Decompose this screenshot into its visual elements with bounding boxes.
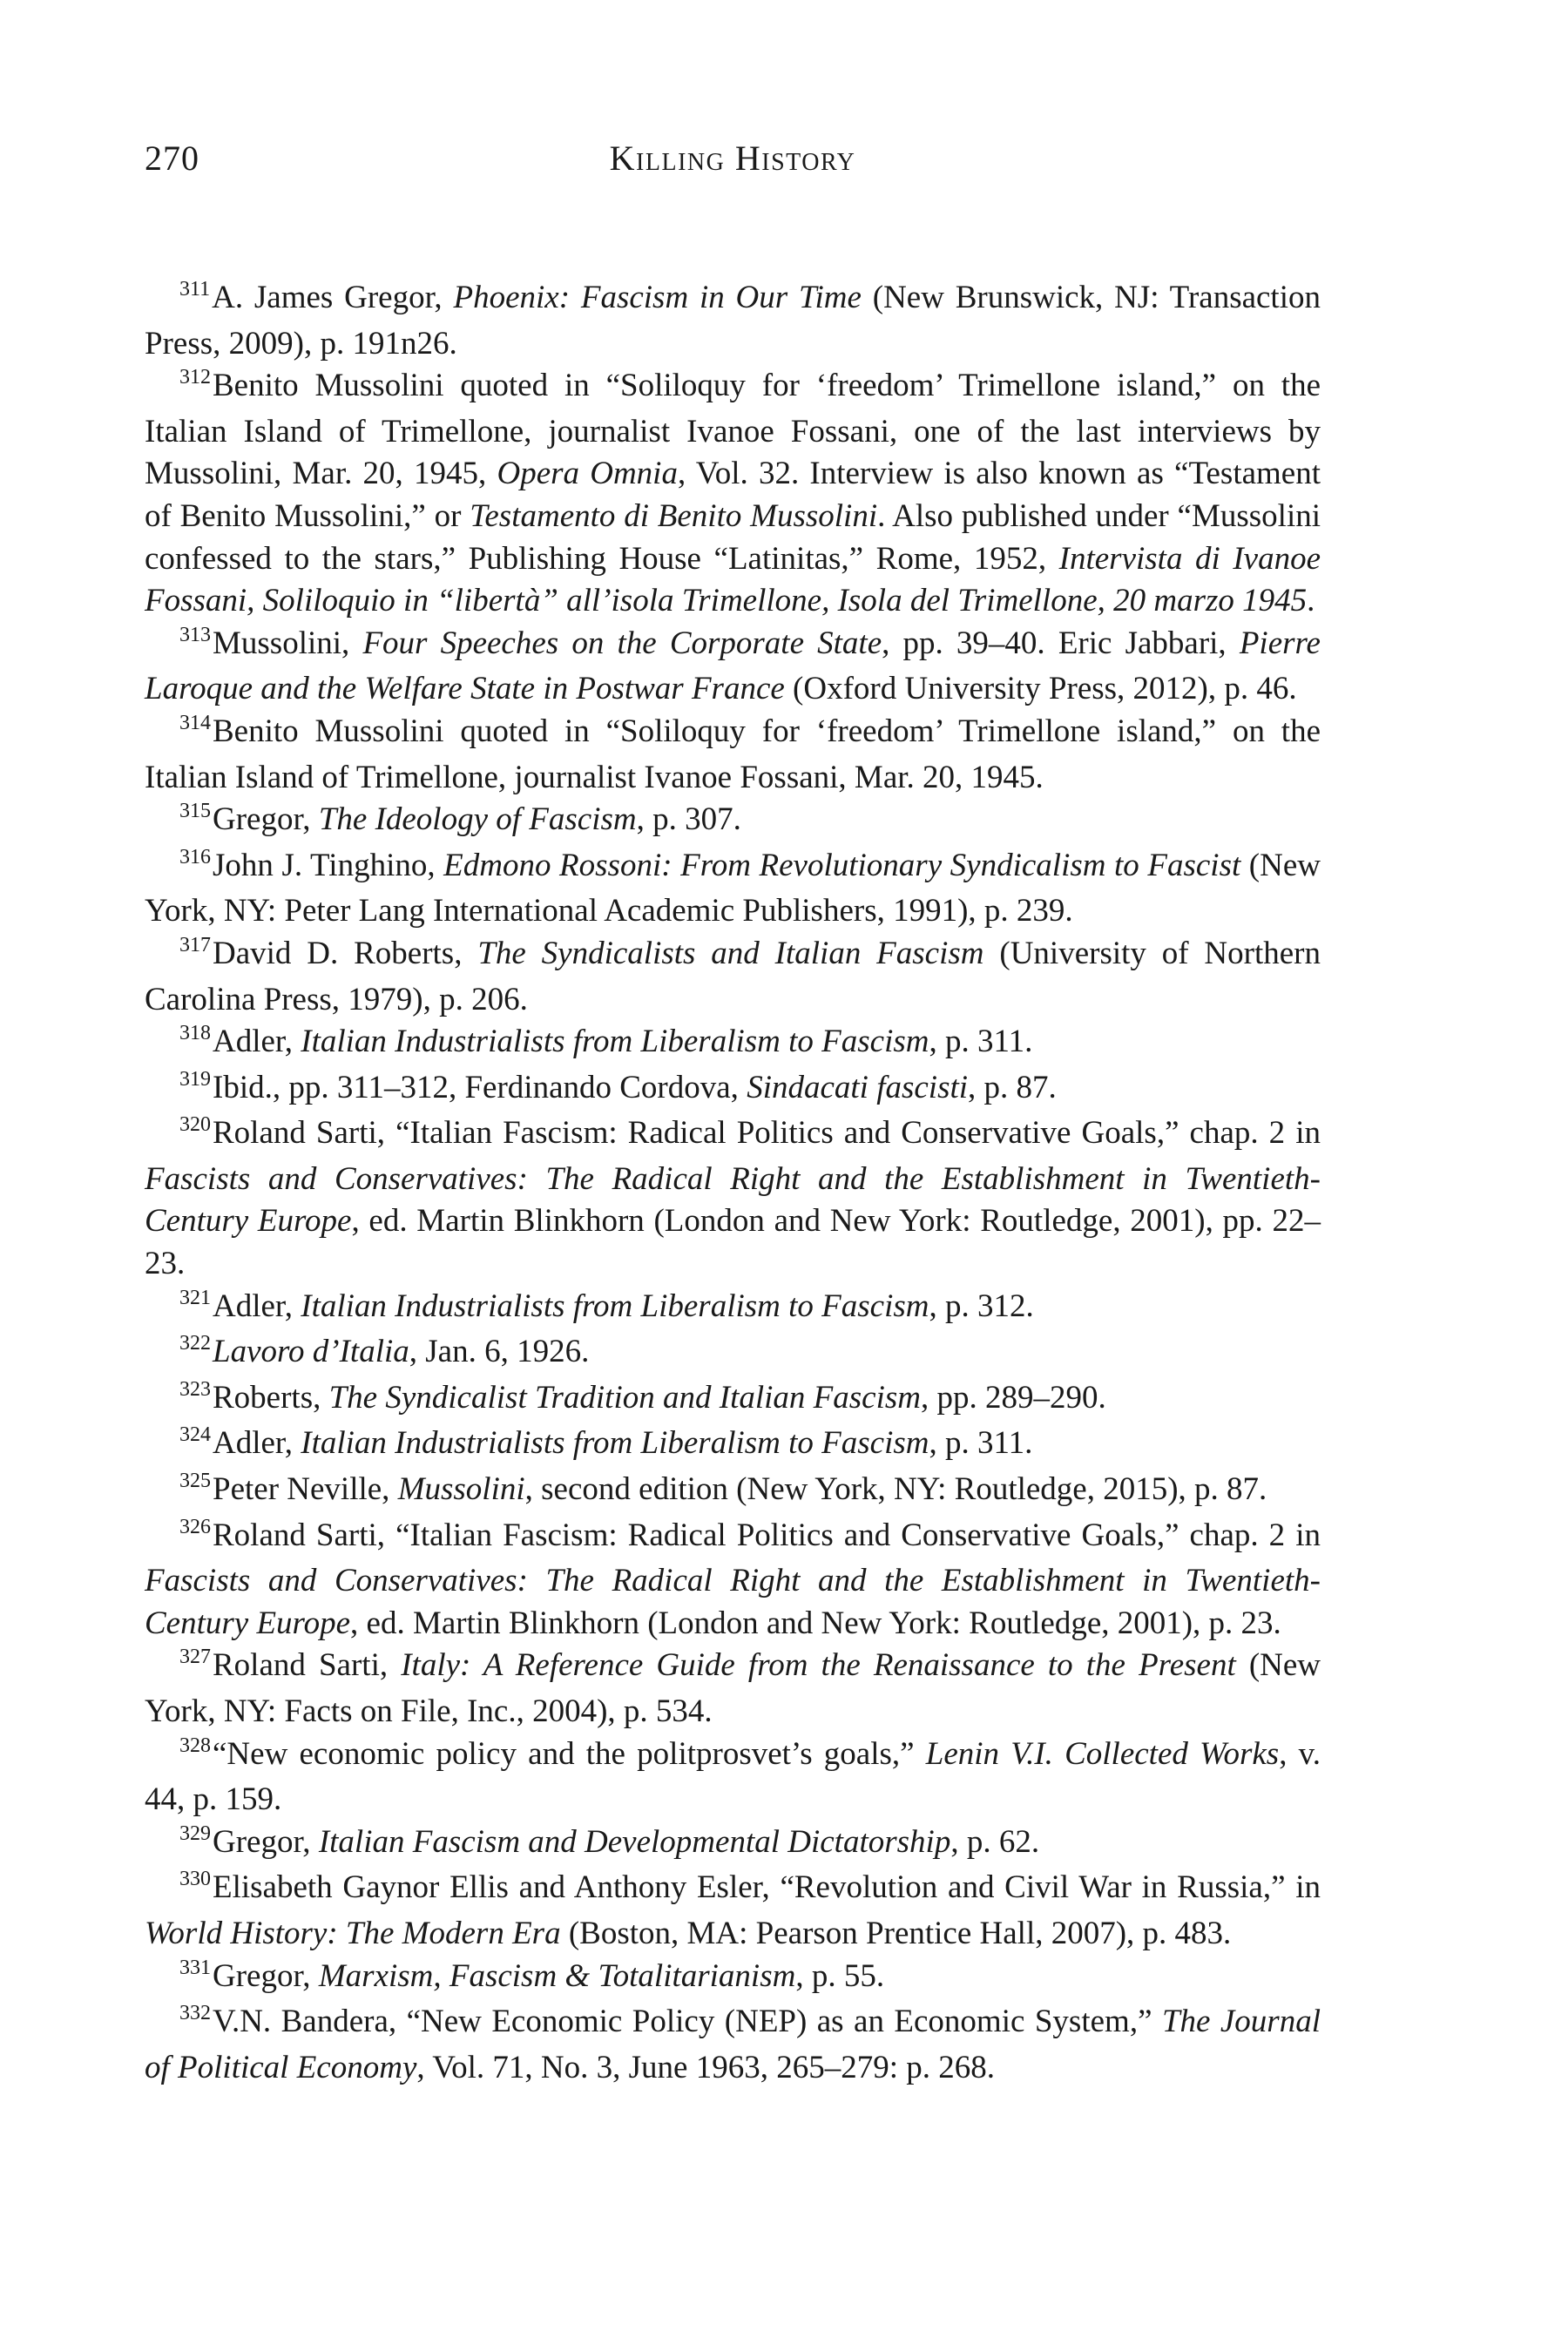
- footnote-text: , p. 312.: [929, 1288, 1034, 1324]
- footnote-324: [145, 1423, 1321, 1469]
- footnote-number: 320: [179, 1113, 211, 1137]
- footnote-313: [145, 623, 1321, 711]
- footnote-text: , Vol. 71, No. 3, June 1963, 265–279: p. 268.: [416, 2049, 996, 2085]
- footnote-text: , p. 307.: [636, 801, 741, 838]
- footnote-number: 315: [179, 800, 211, 823]
- footnote-text: Roland Sarti, “Italian Fascism: Radical Politics and Conservative Goals,” chap. 2 in: [213, 1517, 1321, 1553]
- footnote-number: 328: [179, 1734, 211, 1757]
- footnote-text: , Jan. 6, 1926.: [409, 1334, 590, 1370]
- italic-title: Marxism, Fascism & Totalitarianism: [318, 1957, 796, 1994]
- footnote-325: [145, 1469, 1321, 1515]
- footnote-314: [145, 711, 1321, 799]
- footnote-320: [145, 1112, 1321, 1285]
- italic-title: Edmono Rossoni: From Revolutionary Syndicalism to Fascist: [443, 847, 1241, 883]
- footnote-number: 319: [179, 1067, 211, 1091]
- footnote-number: 329: [179, 1821, 211, 1845]
- footnote-number: 330: [179, 1868, 211, 1891]
- footnote-text: , p. 87.: [968, 1069, 1057, 1105]
- footnote-text: V.N. Bandera, “New Economic Policy (NEP) as an Economic System,”: [213, 2004, 1162, 2040]
- footnote-text: (New York, NY: Facts on File, Inc., 2004), p. 534.: [145, 1647, 1321, 1729]
- italic-title: Intervista di Ivanoe Fossani, Soliloquio in “libertà” all’isola Trimellone, Isola del Trimellone, 20 marzo 1945: [145, 540, 1321, 619]
- footnote-number: 324: [179, 1423, 211, 1447]
- italic-title: Lenin V.I. Collected Works: [925, 1735, 1280, 1772]
- footnote-number: 325: [179, 1470, 211, 1493]
- italic-title: The Syndicalist Tradition and Italian Fascism: [328, 1379, 921, 1416]
- footnote-text: , second edition (New York, NY: Routledge, 2015), p. 87.: [524, 1471, 1267, 1508]
- footnote-text: , pp. 39–40. Eric Jabbari,: [882, 625, 1240, 661]
- footnote-321: [145, 1286, 1321, 1332]
- italic-title: Testamento di Benito Mussolini: [470, 497, 878, 534]
- footnote-315: [145, 799, 1321, 845]
- footnote-text: “New economic policy and the politprosvet’s goals,”: [213, 1735, 926, 1772]
- footnote-text: Benito Mussolini quoted in “Soliloquy for ‘freedom’ Trimellone island,” on the Italian Island of Trimellone, journalist Ivanoe Fossani, one of the last interviews by Mussolini, Mar. 20, 1945,: [145, 368, 1321, 492]
- footnote-number: 321: [179, 1286, 211, 1309]
- footnote-text: (Boston, MA: Pearson Prentice Hall, 2007), p. 483.: [560, 1915, 1232, 1951]
- footnote-text: , p. 311.: [929, 1425, 1033, 1462]
- footnote-329: [145, 1821, 1321, 1868]
- footnote-text: , Vol. 32. Interview is also known as “Testament of Benito Mussolini,” or: [145, 456, 1321, 534]
- italic-title: Italy: A Reference Guide from the Renaissance to the Present: [401, 1647, 1236, 1684]
- footnote-text: , v. 44, p. 159.: [145, 1735, 1321, 1818]
- italic-title: Fascists and Conservatives: The Radical Right and the Establishment in Twentieth-Century Europe: [145, 1160, 1321, 1240]
- footnote-number: 331: [179, 1956, 211, 1979]
- footnote-text: (New Brunswick, NJ: Transaction Press, 2009), p. 191n26.: [145, 280, 1321, 362]
- footnote-322: [145, 1331, 1321, 1377]
- footnote-323: [145, 1377, 1321, 1423]
- footnote-text: Adler,: [213, 1288, 301, 1324]
- footnote-text: Roland Sarti, “Italian Fascism: Radical Politics and Conservative Goals,” chap. 2 in: [213, 1115, 1321, 1152]
- italic-title: Pierre Laroque and the Welfare State in Postwar France: [145, 625, 1321, 707]
- footnote-text: Adler,: [213, 1425, 301, 1462]
- italic-title: The Ideology of Fascism: [318, 801, 637, 838]
- footnote-326: [145, 1515, 1321, 1646]
- footnote-number: 316: [179, 845, 211, 868]
- footnote-332: [145, 2001, 1321, 2089]
- footnote-text: .: [1307, 583, 1315, 619]
- footnote-text: Gregor,: [213, 1823, 319, 1860]
- footnote-text: Adler,: [213, 1024, 301, 1060]
- footnote-number: 332: [179, 2002, 211, 2025]
- italic-title: The Journal of Political Economy: [145, 2004, 1321, 2085]
- italic-title: Phoenix: Fascism in Our Time: [453, 280, 862, 315]
- footnote-number: 326: [179, 1515, 211, 1538]
- page-number: 270: [145, 139, 199, 178]
- footnote-311: [145, 277, 1321, 365]
- footnotes-list: [145, 277, 1321, 2089]
- italic-title: Italian Industrialists from Liberalism to Fascism: [301, 1024, 929, 1060]
- footnote-330: [145, 1867, 1321, 1955]
- footnote-text: Gregor,: [213, 801, 319, 838]
- footnote-text: , ed. Martin Blinkhorn (London and New York: Routledge, 2001), p. 23.: [350, 1605, 1281, 1641]
- footnote-text: John J. Tinghino,: [213, 847, 444, 883]
- italic-title: Mussolini: [397, 1471, 525, 1508]
- footnote-328: [145, 1734, 1321, 1821]
- footnote-317: [145, 933, 1321, 1021]
- book-title: Killing History: [609, 139, 856, 178]
- footnote-text: Peter Neville,: [213, 1471, 398, 1508]
- footnote-text: Ibid., pp. 311–312, Ferdinando Cordova,: [213, 1069, 747, 1105]
- italic-title: World History: The Modern Era: [145, 1915, 561, 1951]
- running-head: [145, 138, 1321, 190]
- footnote-number: 314: [179, 711, 211, 734]
- footnote-text: (University of Northern Carolina Press, 1979), p. 206.: [145, 935, 1321, 1017]
- italic-title: Italian Fascism and Developmental Dictatorship: [318, 1823, 951, 1860]
- footnote-text: , p. 311.: [929, 1024, 1033, 1060]
- footnote-text: Roberts,: [213, 1379, 329, 1416]
- footnote-number: 323: [179, 1377, 211, 1401]
- footnote-number: 311: [179, 278, 211, 301]
- footnote-319: [145, 1067, 1321, 1113]
- footnote-text: (Oxford University Press, 2012), p. 46.: [784, 671, 1297, 707]
- footnote-text: , p. 62.: [950, 1823, 1040, 1860]
- footnote-331: [145, 1956, 1321, 2002]
- footnote-text: A. James Gregor,: [212, 280, 454, 315]
- footnote-316: [145, 845, 1321, 933]
- footnote-number: 327: [179, 1646, 211, 1669]
- footnote-318: [145, 1021, 1321, 1067]
- footnote-number: 313: [179, 623, 211, 646]
- footnote-312: [145, 365, 1321, 623]
- footnote-text: (New York, NY: Peter Lang International Academic Publishers, 1991), p. 239.: [145, 847, 1321, 929]
- italic-title: Fascists and Conservatives: The Radical Right and the Establishment in Twentieth-Century Europe: [145, 1563, 1321, 1641]
- footnote-text: , pp. 289–290.: [920, 1379, 1106, 1416]
- footnote-text: Elisabeth Gaynor Ellis and Anthony Esler, “Revolution and Civil War in Russia,” in: [213, 1869, 1321, 1906]
- footnote-number: 322: [179, 1332, 211, 1355]
- footnote-number: 318: [179, 1022, 211, 1045]
- italic-title: The Syndicalists and Italian Fascism: [477, 935, 984, 971]
- footnote-number: 317: [179, 933, 211, 956]
- italic-title: Italian Industrialists from Liberalism to Fascism: [301, 1288, 929, 1324]
- footnote-text: . Also published under “Mussolini confessed to the stars,” Publishing House “Latinitas,” Rome, 1952,: [145, 497, 1321, 577]
- footnote-text: Mussolini,: [213, 625, 363, 661]
- italic-title: Four Speeches on the Corporate State: [362, 625, 882, 661]
- italic-title: Italian Industrialists from Liberalism to Fascism: [301, 1425, 929, 1462]
- footnote-text: , ed. Martin Blinkhorn (London and New York: Routledge, 2001), pp. 22–23.: [145, 1203, 1321, 1282]
- footnote-text: David D. Roberts,: [213, 935, 478, 971]
- italic-title: Lavoro d’Italia: [213, 1334, 409, 1370]
- footnote-number: 312: [179, 366, 211, 389]
- footnote-text: Roland Sarti,: [213, 1647, 402, 1684]
- italic-title: Sindacati fascisti: [747, 1069, 969, 1105]
- footnote-text: , p. 55.: [795, 1957, 885, 1994]
- footnote-text: Gregor,: [213, 1957, 319, 1994]
- footnote-327: [145, 1645, 1321, 1733]
- italic-title: Opera Omnia: [497, 456, 678, 492]
- footnote-text: Benito Mussolini quoted in “Soliloquy for ‘freedom’ Trimellone island,” on the Italian Island of Trimellone, journalist Ivanoe Fossani, Mar. 20, 1945.: [145, 713, 1321, 795]
